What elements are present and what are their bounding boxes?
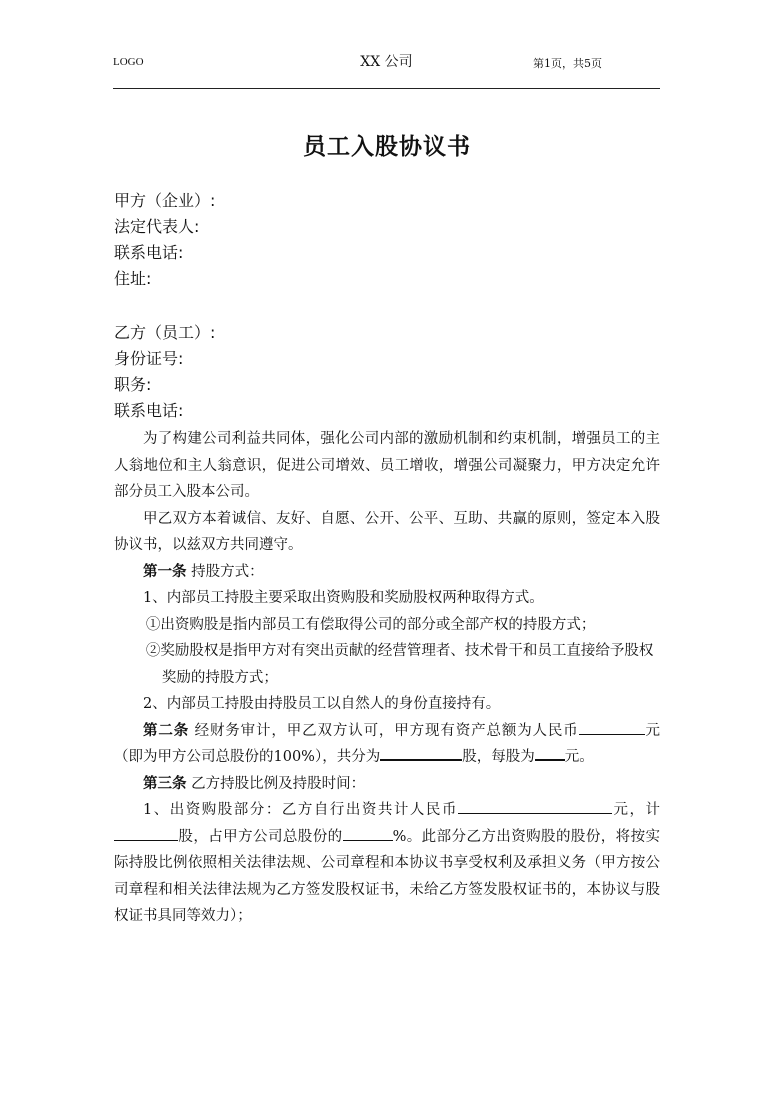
party-a-address: 住址:: [114, 269, 152, 288]
company-name: XX 公司: [360, 54, 413, 70]
article-3-text-d: %。此部分乙方出资购股的股份，将按实际持股比例依照相关法律法规、公司章程和本协议书享受权利及承担义务（甲方按公司章程和相关法律法规为乙方签发股权证书，未给乙方签发股权证书的，本协议与股权证书具同等效力）；: [114, 828, 661, 924]
article-2-text-d: 元。: [564, 749, 594, 765]
page-number: 第1页，共5页: [533, 57, 602, 70]
share-price-blank[interactable]: [535, 745, 565, 761]
article-1-item-1b: ②奖励股权是指甲方对有突出贡献的经营管理者、技术骨干和员工直接给予股权奖励的持股方式；: [145, 643, 654, 686]
article-3-heading: [114, 771, 660, 798]
party-b-phone: 联系电话:: [114, 401, 184, 420]
page-header: [113, 46, 660, 89]
article-1-heading: [114, 559, 660, 586]
article-3-title: 乙方持股比例及持股时间：: [191, 775, 366, 792]
principle-paragraph: 甲乙双方本着诚信、友好、自愿、公开、公平、互助、共赢的原则，签定本入股协议书，以兹双方共同遵守。: [114, 510, 660, 553]
intro-paragraph: 为了构建公司利益共同体，强化公司内部的激励机制和约束机制，增强员工的主人翁地位和主人翁意识，促进公司增效、员工增收，增强公司凝聚力，甲方决定允许部分员工入股本公司。: [114, 431, 660, 500]
party-a-phone: 联系电话:: [114, 243, 184, 262]
article-3-text-b: 元，计: [611, 802, 661, 818]
party-b-id-number: 身份证号:: [114, 349, 184, 368]
article-1-title: 持股方式：: [191, 563, 264, 580]
contribution-shares-blank[interactable]: [114, 826, 178, 841]
party-a-block: [114, 188, 215, 292]
article-2-text-b: 元（即为甲方公司总股份的100%），共分为: [114, 722, 661, 765]
article-2-label: 第二条: [143, 722, 190, 739]
agreement-body: [114, 426, 660, 930]
document-title: 员工入股协议书: [303, 134, 471, 160]
article-2-paragraph: [114, 718, 660, 771]
article-3-label: 第三条: [143, 775, 187, 792]
party-a-legal-rep: 法定代表人:: [114, 217, 200, 236]
article-3-item-1: [114, 797, 660, 930]
article-2-text-a: 经财务审计，甲乙双方认可，甲方现有资产总额为人民币: [194, 722, 579, 739]
logo-placeholder: LOGO: [113, 56, 144, 68]
total-assets-blank[interactable]: [579, 720, 645, 735]
total-shares-blank[interactable]: [380, 745, 462, 761]
article-2-text-c: 股，每股为: [462, 749, 535, 765]
contribution-percent-blank[interactable]: [343, 826, 393, 841]
article-1-item-2: 2、内部员工持股由持股员工以自然人的身份直接持有。: [143, 696, 501, 712]
article-3-text-a: 1、出资购股部分：乙方自行出资共计人民币: [143, 802, 458, 818]
contribution-amount-blank[interactable]: [458, 799, 612, 814]
article-1-label: 第一条: [143, 563, 187, 580]
article-1-item-1a: ①出资购股是指内部员工有偿取得公司的部分或全部产权的持股方式；: [145, 616, 596, 633]
party-b-block: [114, 320, 215, 424]
party-a-company: 甲方（企业）:: [114, 191, 216, 210]
article-1-item-1: 1、内部员工持股主要采取出资购股和奖励股权两种取得方式。: [143, 590, 544, 606]
party-b-position: 职务:: [114, 375, 152, 394]
party-b-employee: 乙方（员工）:: [114, 323, 216, 342]
article-3-text-c: 股，占甲方公司总股份的: [178, 828, 343, 845]
